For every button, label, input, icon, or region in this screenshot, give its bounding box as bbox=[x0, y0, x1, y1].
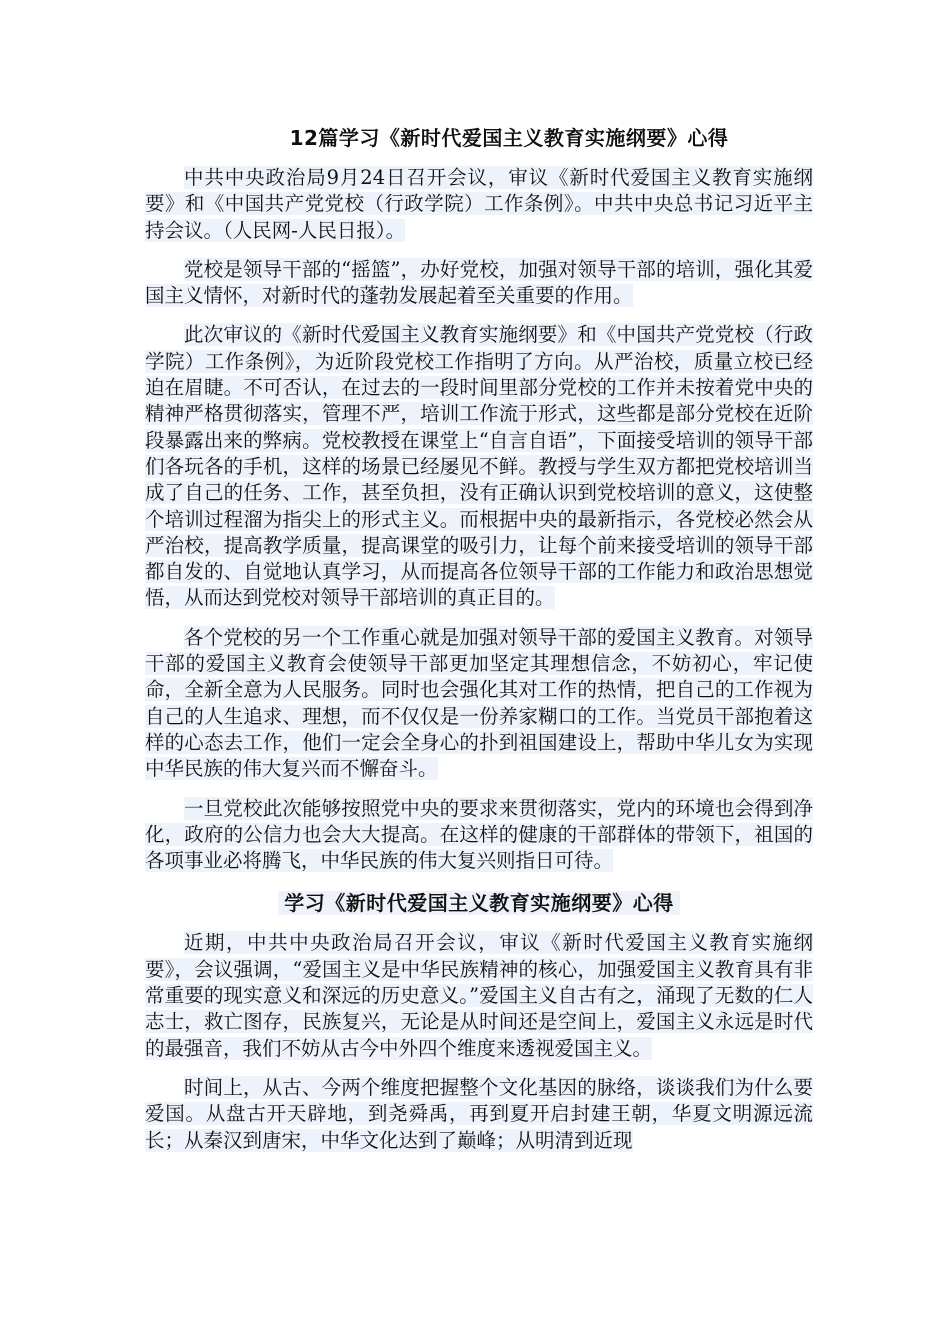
paragraph: 一旦党校此次能够按照党中央的要求来贯彻落实，党内的环境也会得到净化，政府的公信力也会大大提高。在这样的健康的干部群体的带领下，祖国的各项事业必将腾飞，中华民族的伟大复兴则指日可待。 bbox=[145, 796, 813, 873]
document-page bbox=[145, 122, 813, 1167]
paragraph: 各个党校的另一个工作重心就是加强对领导干部的爱国主义教育。对领导干部的爱国主义教育会使领导干部更加坚定其理想信念，不妨初心，牢记使命，全新全意为人民服务。同时也会强化其对工作的热情，把自己的工作视为自己的人生追求、理想，而不仅仅是一份养家糊口的工作。当党员干部抱着这样的心态去工作，他们一定会全身心的扑到祖国建设上，帮助中华儿女为实现中华民族的伟大复兴而不懈奋斗。 bbox=[145, 625, 813, 781]
paragraph: 党校是领导干部的“摇篮”，办好党校，加强对领导干部的培训，强化其爱国主义情怀，对新时代的蓬勃发展起着至关重要的作用。 bbox=[145, 257, 813, 308]
section-title: 学习《新时代爱国主义教育实施纲要》心得 bbox=[145, 887, 813, 916]
paragraph: 时间上，从古、今两个维度把握整个文化基因的脉络，谈谈我们为什么要爱国。从盘古开天辟地，到尧舜禹，再到夏开启封建王朝，华夏文明源远流长；从秦汉到唐宋，中华文化达到了巅峰；从明清到近现 bbox=[145, 1075, 813, 1152]
document-title: 12篇学习《新时代爱国主义教育实施纲要》心得 bbox=[289, 126, 729, 150]
paragraph: 此次审议的《新时代爱国主义教育实施纲要》和《中国共产党党校（行政学院）工作条例》，为近阶段党校工作指明了方向。从严治校，质量立校已经迫在眉睫。不可否认，在过去的一段时间里部分党校的工作并未按着党中央的精神严格贯彻落实，管理不严，培训工作流于形式，这些都是部分党校在近阶段暴露出来的弊病。党校教授在课堂上“自言自语”，下面接受培训的领导干部们各玩各的手机，这样的场景已经屡见不鲜。教授与学生双方都把党校培训当成了自己的任务、工作，甚至负担，没有正确认识到党校培训的意义，这使整个培训过程溜为指尖上的形式主义。而根据中央的最新指示，各党校必然会从严治校，提高教学质量，提高课堂的吸引力，让每个前来接受培训的领导干部都自发的、自觉地认真学习，从而提高各位领导干部的工作能力和政治思想觉悟，从而达到党校对领导干部培训的真正目的。 bbox=[145, 323, 813, 610]
paragraph: 近期，中共中央政治局召开会议，审议《新时代爱国主义教育实施纲要》，会议强调，“爱国主义是中华民族精神的核心，加强爱国主义教育具有非常重要的现实意义和深远的历史意义。”爱国主义自古有之，涌现了无数的仁人志士，救亡图存，民族复兴，无论是从时间还是空间上，爱国主义永远是时代的最强音，我们不妨从古今中外四个维度来透视爱国主义。 bbox=[145, 931, 813, 1060]
paragraph: 中共中央政治局9月24日召开会议，审议《新时代爱国主义教育实施纲要》和《中国共产党党校（行政学院）工作条例》。中共中央总书记习近平主持会议。（人民网-人民日报）。 bbox=[145, 166, 813, 242]
